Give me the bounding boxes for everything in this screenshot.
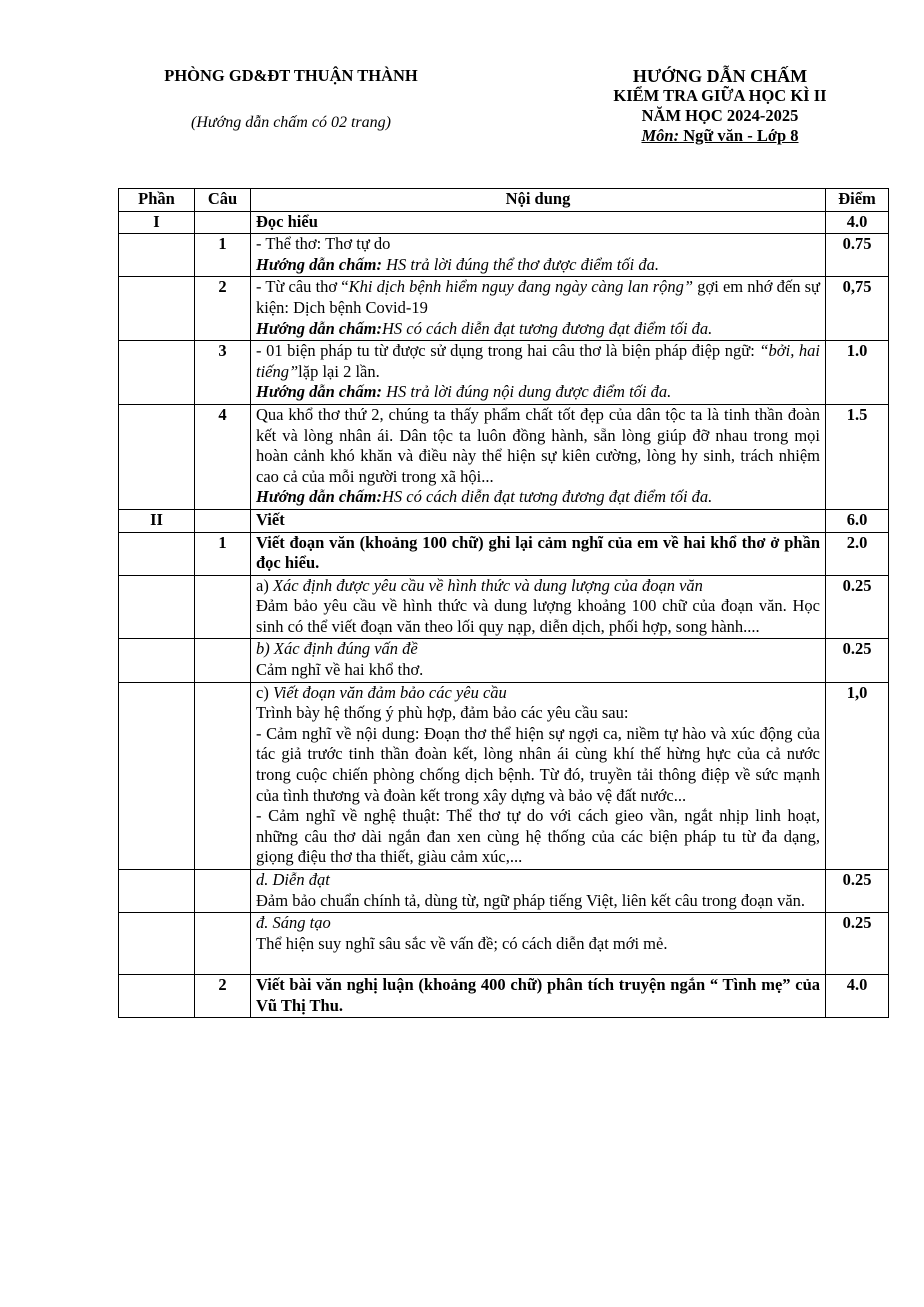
- guide-label: Hướng dẫn chấm:: [256, 382, 383, 402]
- criterion-heading: đ. Sáng tạo: [256, 913, 331, 933]
- criterion-score: 1,0: [826, 682, 889, 869]
- guide-text: HS có cách diễn đạt tương đương đạt điểm tối đa.: [382, 487, 713, 507]
- table-row-part1: [119, 211, 889, 234]
- table-row: [119, 341, 889, 405]
- criterion-heading: b) Xác định đúng vấn đề: [256, 639, 418, 659]
- question-score: 0.75: [826, 234, 889, 277]
- criterion-c: c) Viết đoạn văn đảm bảo các yêu cầu Trình bày hệ thống ý phù hợp, đảm bảo các yêu cầu sau: - Cảm nghĩ về nội dung: Đoạn thơ thể hiện sự ngợi ca, niềm tự hào và xúc động của tác giả trước tinh thần đoàn kết, lòng nhân ái cùng khí thế hừng hực của cả nước trong cuộc chiến phòng chống dịch bệnh. Từ đó, truyền tải thông điệp về sức mạnh của tình thương và đoàn kết trong xây dựng và bảo vệ đất nước... - Cảm nghĩ về nghệ thuật: Thể thơ tự do với cách gieo vần, ngắt nhịp linh hoạt, những câu thơ dài ngắn đan xen cùng hệ thống của các biện pháp tu từ đa dạng, giọng điệu thơ tha thiết, giàu cảm xúc,...: [251, 682, 826, 869]
- col-header-part: Phần: [119, 189, 195, 212]
- school-year: NĂM HỌC 2024-2025: [641, 106, 799, 125]
- col-header-score: Điểm: [826, 189, 889, 212]
- subject-line: [540, 126, 900, 146]
- guide-text: HS trả lời đúng thể thơ được điểm tối đa.: [382, 254, 659, 274]
- question-title: Viết đoạn văn (khoảng 100 chữ) ghi lại cảm nghĩ của em về hai khổ thơ ở phần đọc hiểu.: [251, 532, 826, 575]
- part-title: Đọc hiểu: [251, 211, 826, 234]
- table-row: [119, 277, 889, 341]
- question-score: 1.0: [826, 341, 889, 405]
- criterion-a: a) Xác định được yêu cầu về hình thức và dung lượng của đoạn văn Đảm bảo yêu cầu về hình thức và dung lượng khoảng 100 chữ của đoạn văn. Học sinh có thể viết đoạn văn theo lối quy nạp, diễn dịch, phối hợp, song hành....: [251, 575, 826, 639]
- question-number: 4: [195, 404, 251, 509]
- guide-label: Hướng dẫn chấm:: [256, 487, 383, 507]
- question-score: 4.0: [826, 975, 889, 1018]
- question-score: 1.5: [826, 404, 889, 509]
- table-row-part2: [119, 509, 889, 532]
- guide-label: Hướng dẫn chấm:: [256, 318, 383, 338]
- answer-content: Qua khổ thơ thứ 2, chúng ta thấy phẩm chất tốt đẹp của dân tộc ta là tinh thần đoàn kết và lòng nhân ái. Dân tộc ta luôn đồng hành, sẵn lòng giúp đỡ nhau trong mọi hoàn cảnh khó khăn và điều này thể hiện sự kiên cường, lòng hy sinh, trách nhiệm cao cả của mỗi người trong xã hội... Hướng dẫn chấm:HS có cách diễn đạt tương đương đạt điểm tối đa.: [251, 404, 826, 509]
- part-label: I: [119, 211, 195, 234]
- question-number: 1: [195, 532, 251, 575]
- table-row: [119, 234, 889, 277]
- criterion-heading: Viết đoạn văn đảm bảo các yêu cầu: [272, 682, 507, 702]
- question-number: 2: [195, 975, 251, 1018]
- criterion-score: 0.25: [826, 913, 889, 975]
- part-score: 4.0: [826, 211, 889, 234]
- subject-label: Môn:: [641, 126, 680, 145]
- criterion-heading: d. Diễn đạt: [256, 870, 330, 889]
- col-header-content: Nội dung: [251, 189, 826, 212]
- document-title: HƯỚNG DẪN CHẤM: [632, 66, 808, 86]
- table-header-row: [119, 189, 889, 212]
- question-number: 2: [195, 277, 251, 341]
- guide-label: Hướng dẫn chấm:: [256, 254, 383, 274]
- part-title: Viết: [251, 509, 826, 532]
- criterion-score: 0.25: [826, 639, 889, 682]
- question-title: Viết bài văn nghị luận (khoảng 400 chữ) phân tích truyện ngắn “ Tình mẹ” của Vũ Thị Thu.: [251, 975, 826, 1018]
- answer-content: - 01 biện pháp tu từ được sử dụng trong hai câu thơ là biện pháp điệp ngữ: “bởi, hai tiếng”lặp lại 2 lần. Hướng dẫn chấm: HS trả lời đúng nội dung được điểm tối đa.: [251, 341, 826, 405]
- subject-value: Ngữ văn - Lớp 8: [679, 126, 799, 145]
- header-right: [540, 66, 900, 146]
- department-name: PHÒNG GD&ĐT THUẬN THÀNH: [164, 66, 418, 85]
- table-row: [119, 532, 889, 575]
- page-note: (Hướng dẫn chấm có 02 trang): [191, 114, 391, 131]
- answer-content: - Từ câu thơ “Khi dịch bệnh hiểm nguy đang ngày càng lan rộng” gợi em nhớ đến sự kiện: Dịch bệnh Covid-19 Hướng dẫn chấm:HS có cách diễn đạt tương đương đạt điểm tối đa.: [251, 277, 826, 341]
- criterion-heading: Xác định được yêu cầu về hình thức và dung lượng của đoạn văn: [272, 575, 703, 595]
- table-row: [119, 575, 889, 639]
- table-row: [119, 975, 889, 1018]
- table-row: [119, 639, 889, 682]
- criterion-score: 0.25: [826, 870, 889, 913]
- part-label: II: [119, 509, 195, 532]
- question-score: 0,75: [826, 277, 889, 341]
- part-score: 6.0: [826, 509, 889, 532]
- header-left: [96, 66, 486, 132]
- guide-text: HS có cách diễn đạt tương đương đạt điểm tối đa.: [382, 318, 713, 338]
- criterion-e: đ. Sáng tạo Thể hiện suy nghĩ sâu sắc về vấn đề; có cách diễn đạt mới mẻ.: [251, 913, 826, 975]
- answer-content: - Thể thơ: Thơ tự do Hướng dẫn chấm: HS trả lời đúng thể thơ được điểm tối đa.: [251, 234, 826, 277]
- criterion-b: b) Xác định đúng vấn đề Cảm nghĩ về hai khổ thơ.: [251, 639, 826, 682]
- col-header-question: Câu: [195, 189, 251, 212]
- table-row: [119, 682, 889, 869]
- table-row: [119, 913, 889, 975]
- question-score: 2.0: [826, 532, 889, 575]
- criterion-score: 0.25: [826, 575, 889, 639]
- criterion-d: d. Diễn đạt Đảm bảo chuẩn chính tả, dùng từ, ngữ pháp tiếng Việt, liên kết câu trong đoạn văn.: [251, 870, 826, 913]
- guide-text: HS trả lời đúng nội dung được điểm tối đa.: [382, 382, 672, 402]
- question-number: 3: [195, 341, 251, 405]
- grading-table: [118, 188, 889, 1018]
- question-number: 1: [195, 234, 251, 277]
- table-row: [119, 870, 889, 913]
- table-row: [119, 404, 889, 509]
- exam-name: KIỂM TRA GIỮA HỌC KÌ II: [613, 86, 827, 105]
